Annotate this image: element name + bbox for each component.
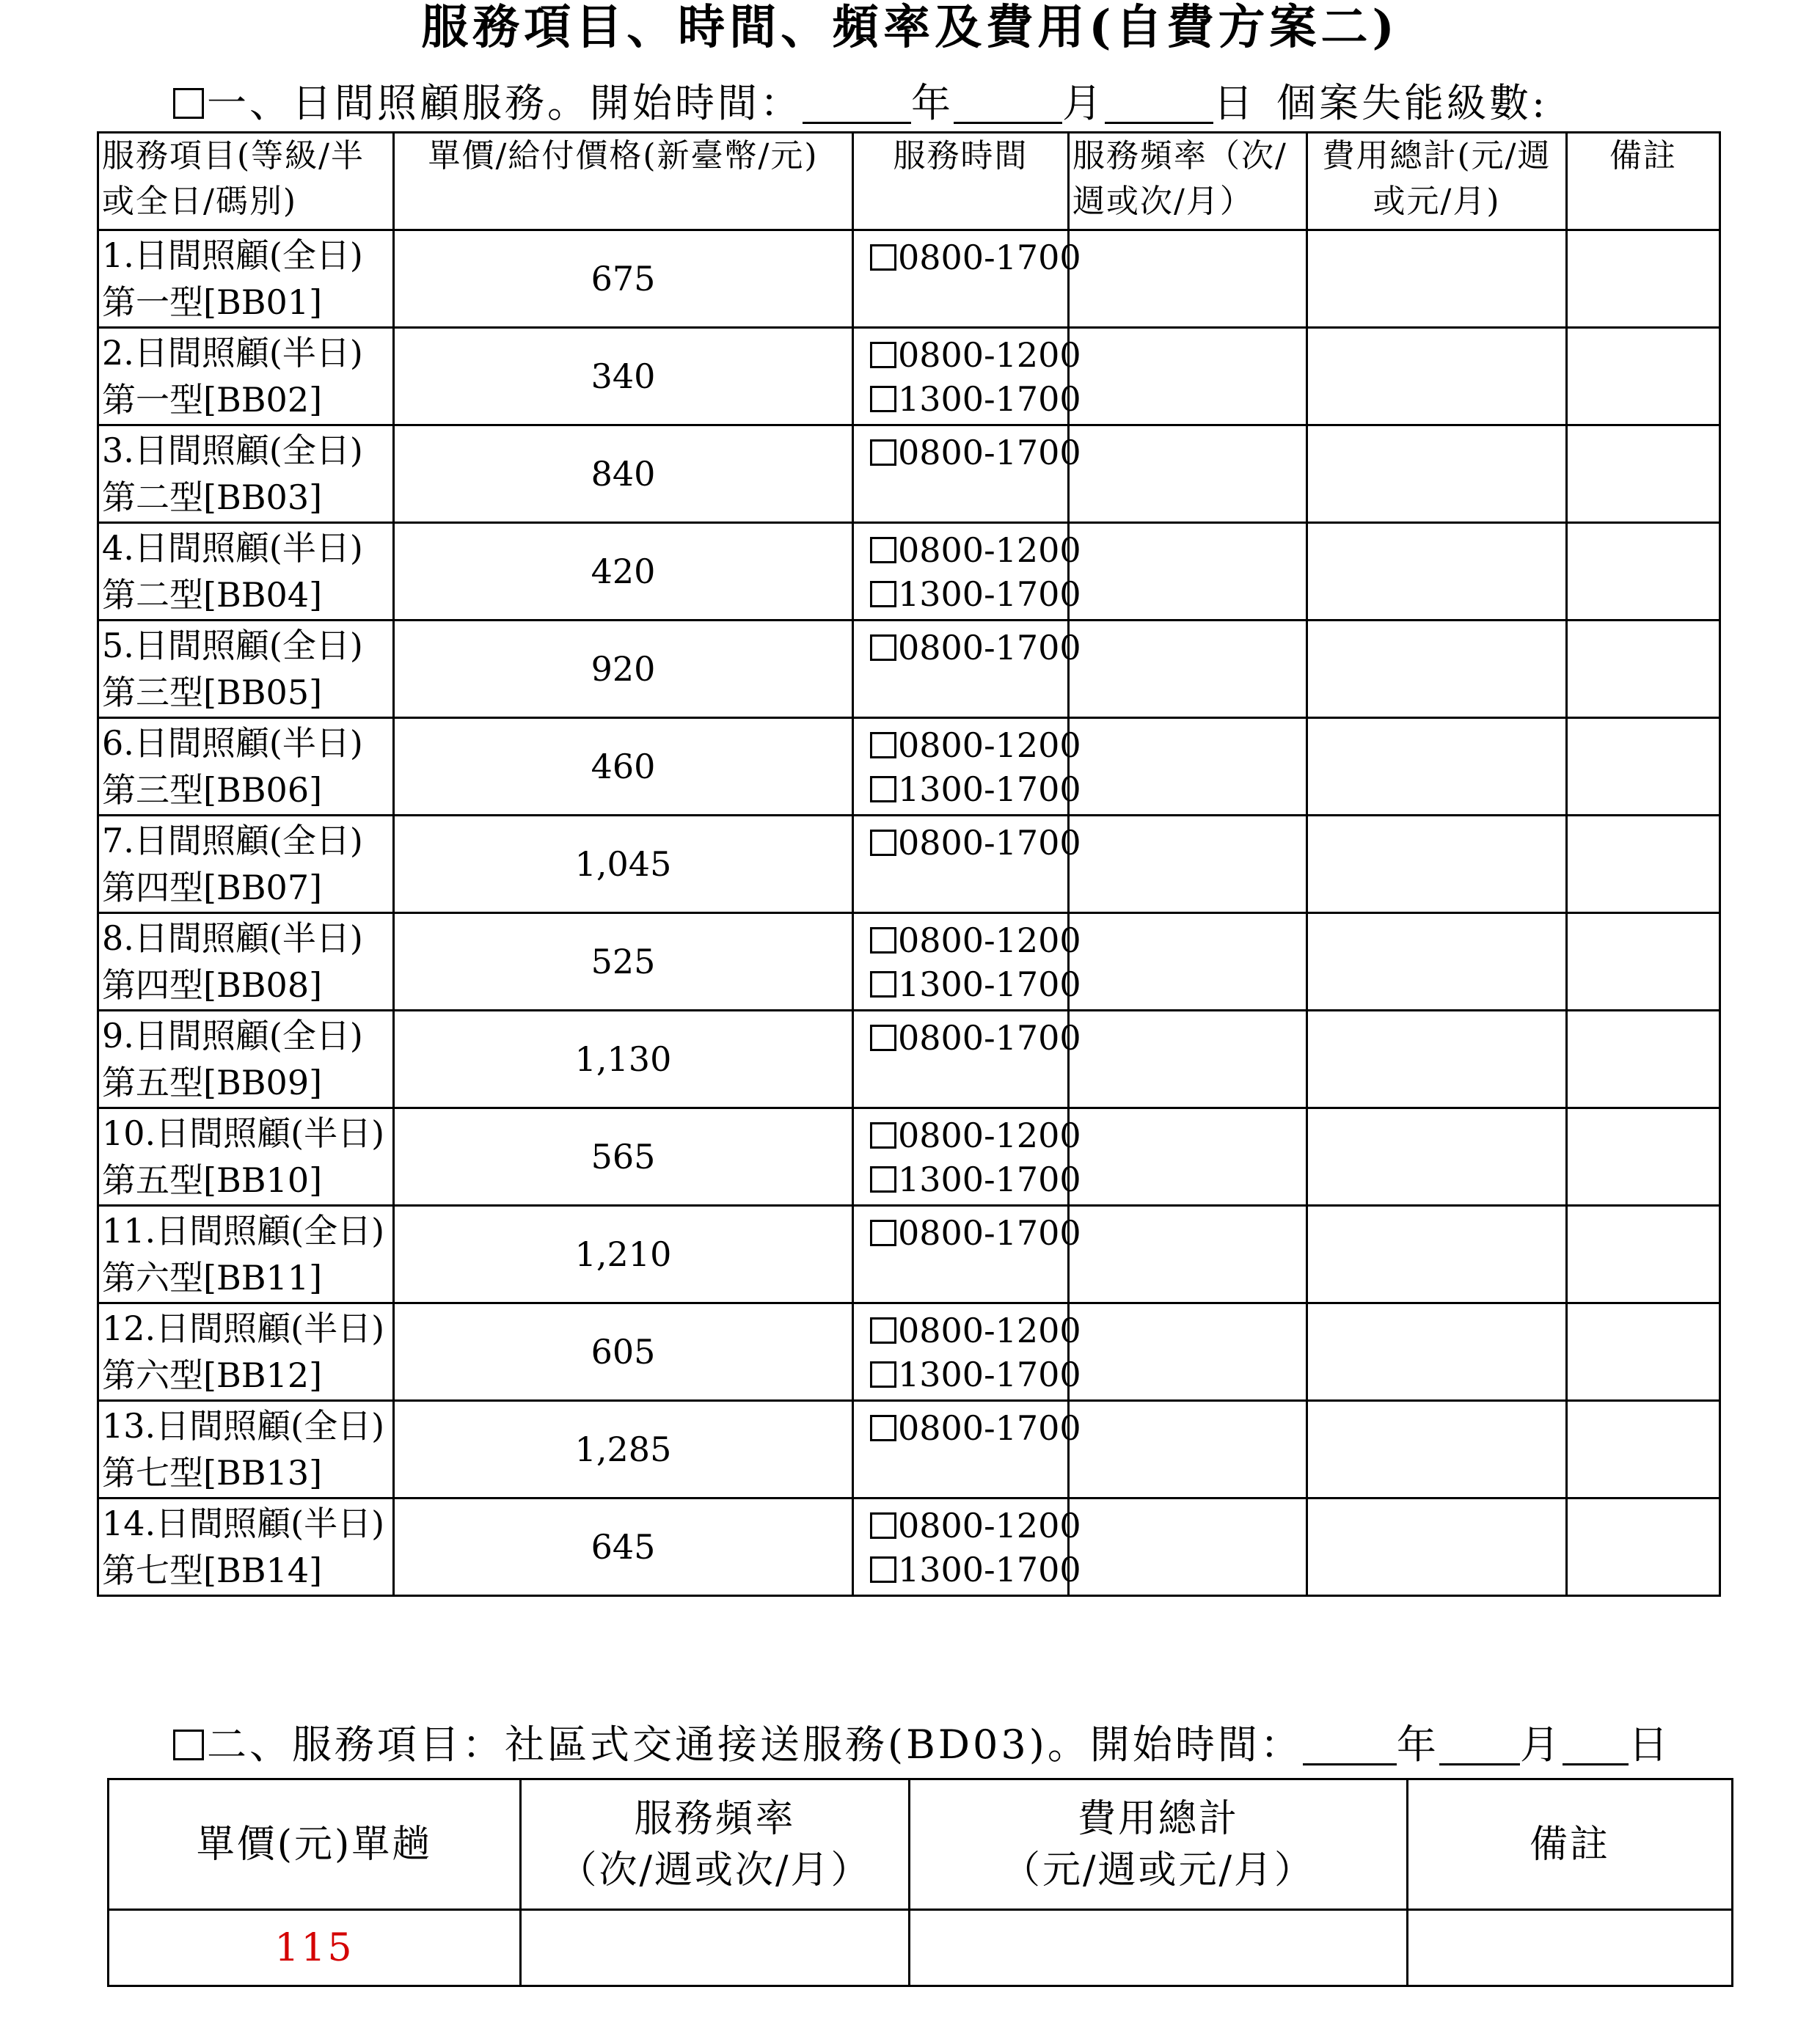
service-time-cell xyxy=(853,523,1081,621)
time-slot-label: 1300-1700 xyxy=(898,379,1081,419)
total-cell[interactable] xyxy=(1307,718,1567,816)
section2-heading-line xyxy=(173,1719,1671,1771)
transport-remarks-cell[interactable] xyxy=(1408,1910,1733,1986)
unit-price-cell: 340 xyxy=(394,328,853,425)
service-time-cell xyxy=(853,1401,1081,1498)
time-slot-option[interactable] xyxy=(870,1548,1081,1592)
time-slot-checkbox[interactable] xyxy=(870,830,896,856)
col-header-remarks: 備註 xyxy=(1567,133,1720,230)
transport-col-unit-price: 單價(元)單趟 xyxy=(109,1779,521,1910)
time-slot-checkbox[interactable] xyxy=(870,732,896,758)
unit-price-cell: 420 xyxy=(394,523,853,621)
remarks-cell[interactable] xyxy=(1567,1011,1720,1108)
time-slot-checkbox[interactable] xyxy=(870,776,896,802)
time-slot-option[interactable] xyxy=(870,1309,1081,1353)
frequency-cell[interactable] xyxy=(1069,913,1307,1011)
time-slot-option[interactable] xyxy=(870,1016,1081,1060)
day-care-table xyxy=(97,131,1721,1597)
transport-col-total-line1: 費用總計 xyxy=(1077,1796,1239,1841)
time-slot-label: 0800-1700 xyxy=(898,1408,1081,1448)
time-slot-label: 0800-1200 xyxy=(898,335,1081,375)
time-slot-option[interactable] xyxy=(870,1113,1081,1157)
time-slot-checkbox[interactable] xyxy=(870,1556,896,1583)
time-slot-checkbox[interactable] xyxy=(870,1361,896,1388)
time-slot-checkbox[interactable] xyxy=(870,927,896,954)
service-time-cell xyxy=(853,1206,1081,1303)
unit-price-cell: 605 xyxy=(394,1303,853,1401)
time-slot-label: 0800-1700 xyxy=(898,238,1081,277)
table-row xyxy=(98,523,1720,621)
col-header-time: 服務時間 xyxy=(853,133,1069,230)
time-slot-checkbox[interactable] xyxy=(870,581,896,607)
time-slot-label: 1300-1700 xyxy=(898,1550,1081,1589)
time-slot-option[interactable] xyxy=(870,767,1081,811)
remarks-cell[interactable] xyxy=(1567,1401,1720,1498)
unit-price-cell: 525 xyxy=(394,913,853,1011)
frequency-cell[interactable] xyxy=(1069,230,1307,328)
time-slot-checkbox[interactable] xyxy=(870,386,896,412)
time-slot-label: 1300-1700 xyxy=(898,769,1081,809)
total-cell[interactable] xyxy=(1307,1498,1567,1596)
table-row xyxy=(98,913,1720,1011)
transport-unit-price-value: 115 xyxy=(109,1910,521,1986)
month-label: 月 xyxy=(1062,80,1105,126)
time-slot-option[interactable] xyxy=(870,1406,1081,1450)
section1-heading: 一、日間照顧服務。開始時間： xyxy=(207,80,803,126)
service-item-cell: 7.日間照顧(全日)第四型[BB07] xyxy=(98,816,394,913)
unit-price-cell: 1,130 xyxy=(394,1011,853,1108)
time-slot-label: 1300-1700 xyxy=(898,1355,1081,1394)
total-cell[interactable] xyxy=(1307,816,1567,913)
service-time-cell xyxy=(853,816,1081,913)
total-cell[interactable] xyxy=(1307,1303,1567,1401)
section2-heading: 二、服務項目：社區式交通接送服務(BD03)。開始時間： xyxy=(207,1721,1303,1768)
service-item-cell: 6.日間照顧(半日)第三型[BB06] xyxy=(98,718,394,816)
time-slot-label: 1300-1700 xyxy=(898,574,1081,614)
service-item-cell: 12.日間照顧(半日)第六型[BB12] xyxy=(98,1303,394,1401)
service-time-cell xyxy=(853,1011,1081,1108)
frequency-cell[interactable] xyxy=(1069,1011,1307,1108)
transport-col-frequency-line2: （次/週或次/月） xyxy=(558,1848,871,1892)
table-row xyxy=(98,1498,1720,1596)
time-slot-option[interactable] xyxy=(870,918,1081,962)
total-cell[interactable] xyxy=(1307,1108,1567,1206)
remarks-cell[interactable] xyxy=(1567,328,1720,425)
transport-col-frequency-line1: 服務頻率 xyxy=(634,1796,796,1841)
year-label: 年 xyxy=(911,80,954,126)
table-row xyxy=(98,1401,1720,1498)
time-slot-label: 0800-1700 xyxy=(898,433,1081,472)
frequency-cell[interactable] xyxy=(1069,1401,1307,1498)
unit-price-cell: 675 xyxy=(394,230,853,328)
page-title: 服務項目、時間、頻率及費用(自費方案二) xyxy=(421,0,1399,55)
time-slot-option[interactable] xyxy=(870,821,1081,865)
frequency-cell[interactable] xyxy=(1069,328,1307,425)
total-cell[interactable] xyxy=(1307,523,1567,621)
col-header-total: 費用總計(元/週或元/月) xyxy=(1307,133,1567,230)
frequency-cell[interactable] xyxy=(1069,425,1307,523)
transport-col-total-line2: （元/週或元/月） xyxy=(1001,1848,1315,1892)
service-time-cell xyxy=(853,913,1081,1011)
transport-table xyxy=(107,1778,1733,1987)
unit-price-cell: 920 xyxy=(394,621,853,718)
remarks-cell[interactable] xyxy=(1567,621,1720,718)
remarks-cell[interactable] xyxy=(1567,1108,1720,1206)
frequency-cell[interactable] xyxy=(1069,1498,1307,1596)
frequency-cell[interactable] xyxy=(1069,1303,1307,1401)
time-slot-checkbox[interactable] xyxy=(870,1512,896,1539)
start-year-field[interactable] xyxy=(803,84,911,124)
section2-start-year-field[interactable] xyxy=(1303,1725,1397,1765)
table-row xyxy=(98,328,1720,425)
time-slot-checkbox[interactable] xyxy=(870,1122,896,1149)
unit-price-cell: 1,045 xyxy=(394,816,853,913)
service-item-cell: 4.日間照顧(半日)第二型[BB04] xyxy=(98,523,394,621)
remarks-cell[interactable] xyxy=(1567,1206,1720,1303)
total-cell[interactable] xyxy=(1307,425,1567,523)
service-time-cell xyxy=(853,1108,1081,1206)
frequency-cell[interactable] xyxy=(1069,621,1307,718)
service-time-cell xyxy=(853,1498,1081,1596)
transport-total-cell[interactable] xyxy=(910,1910,1408,1986)
service-time-cell xyxy=(853,621,1081,718)
unit-price-cell: 1,285 xyxy=(394,1401,853,1498)
section2-year-label: 年 xyxy=(1396,1721,1439,1768)
start-day-field[interactable] xyxy=(1105,84,1213,124)
section2-day-label: 日 xyxy=(1628,1721,1671,1768)
time-slot-label: 0800-1700 xyxy=(898,628,1081,667)
frequency-cell[interactable] xyxy=(1069,523,1307,621)
transport-col-total xyxy=(910,1779,1408,1910)
time-slot-option[interactable] xyxy=(870,431,1081,475)
section2-start-month-field[interactable] xyxy=(1439,1725,1520,1765)
transport-frequency-cell[interactable] xyxy=(521,1910,910,1986)
remarks-cell[interactable] xyxy=(1567,718,1720,816)
time-slot-label: 0800-1200 xyxy=(898,725,1081,765)
total-cell[interactable] xyxy=(1307,1206,1567,1303)
total-cell[interactable] xyxy=(1307,230,1567,328)
service-item-cell: 13.日間照顧(全日)第七型[BB13] xyxy=(98,1401,394,1498)
time-slot-label: 0800-1200 xyxy=(898,1506,1081,1545)
table-row xyxy=(98,816,1720,913)
service-time-cell xyxy=(853,718,1081,816)
service-time-cell xyxy=(853,328,1081,425)
service-item-cell: 5.日間照顧(全日)第三型[BB05] xyxy=(98,621,394,718)
transport-col-remarks: 備註 xyxy=(1408,1779,1733,1910)
service-time-cell xyxy=(853,425,1081,523)
time-slot-option[interactable] xyxy=(870,528,1081,572)
remarks-cell[interactable] xyxy=(1567,523,1720,621)
time-slot-label: 0800-1700 xyxy=(898,1213,1081,1253)
time-slot-checkbox[interactable] xyxy=(870,1166,896,1193)
total-cell[interactable] xyxy=(1307,1401,1567,1498)
section1-checkbox[interactable] xyxy=(173,88,204,119)
service-item-cell: 8.日間照顧(半日)第四型[BB08] xyxy=(98,913,394,1011)
total-cell[interactable] xyxy=(1307,1011,1567,1108)
frequency-cell[interactable] xyxy=(1069,1206,1307,1303)
section1-heading-line xyxy=(173,78,1548,129)
table-row xyxy=(98,1206,1720,1303)
table-row xyxy=(98,1303,1720,1401)
start-month-field[interactable] xyxy=(954,84,1062,124)
service-time-cell xyxy=(853,230,1081,328)
section2-checkbox[interactable] xyxy=(173,1730,204,1760)
frequency-cell[interactable] xyxy=(1069,1108,1307,1206)
time-slot-checkbox[interactable] xyxy=(870,1415,896,1441)
service-item-cell: 2.日間照顧(半日)第一型[BB02] xyxy=(98,328,394,425)
service-item-cell: 3.日間照顧(全日)第二型[BB03] xyxy=(98,425,394,523)
unit-price-cell: 565 xyxy=(394,1108,853,1206)
col-header-item: 服務項目(等級/半或全日/碼別) xyxy=(98,133,394,230)
total-cell[interactable] xyxy=(1307,621,1567,718)
transport-col-frequency xyxy=(521,1779,910,1910)
unit-price-cell: 460 xyxy=(394,718,853,816)
time-slot-checkbox[interactable] xyxy=(870,1025,896,1051)
frequency-cell[interactable] xyxy=(1069,816,1307,913)
day-label: 日 xyxy=(1213,80,1256,126)
total-cell[interactable] xyxy=(1307,328,1567,425)
time-slot-label: 0800-1200 xyxy=(898,530,1081,570)
time-slot-option[interactable] xyxy=(870,1504,1081,1548)
time-slot-option[interactable] xyxy=(870,235,1081,279)
time-slot-checkbox[interactable] xyxy=(870,634,896,661)
col-header-frequency: 服務頻率（次/週或次/月） xyxy=(1069,133,1307,230)
time-slot-label: 1300-1700 xyxy=(898,1160,1081,1199)
table-row xyxy=(98,718,1720,816)
time-slot-label: 0800-1200 xyxy=(898,1116,1081,1155)
service-item-cell: 9.日間照顧(全日)第五型[BB09] xyxy=(98,1011,394,1108)
time-slot-option[interactable] xyxy=(870,333,1081,377)
time-slot-option[interactable] xyxy=(870,1211,1081,1255)
service-item-cell: 10.日間照顧(半日)第五型[BB10] xyxy=(98,1108,394,1206)
time-slot-label: 0800-1700 xyxy=(898,1018,1081,1058)
time-slot-checkbox[interactable] xyxy=(870,537,896,563)
time-slot-checkbox[interactable] xyxy=(870,244,896,271)
time-slot-option[interactable] xyxy=(870,572,1081,616)
remarks-cell[interactable] xyxy=(1567,230,1720,328)
remarks-cell[interactable] xyxy=(1567,425,1720,523)
disability-level-label: 個案失能級數: xyxy=(1276,80,1549,126)
table-row xyxy=(98,425,1720,523)
remarks-cell[interactable] xyxy=(1567,816,1720,913)
time-slot-checkbox[interactable] xyxy=(870,1317,896,1344)
table-row xyxy=(98,621,1720,718)
service-item-cell: 1.日間照顧(全日)第一型[BB01] xyxy=(98,230,394,328)
time-slot-option[interactable] xyxy=(870,962,1081,1006)
col-header-price: 單價/給付價格(新臺幣/元) xyxy=(394,133,853,230)
frequency-cell[interactable] xyxy=(1069,718,1307,816)
time-slot-checkbox[interactable] xyxy=(870,971,896,998)
unit-price-cell: 1,210 xyxy=(394,1206,853,1303)
section2-start-day-field[interactable] xyxy=(1563,1725,1629,1765)
remarks-cell[interactable] xyxy=(1567,1498,1720,1596)
time-slot-label: 0800-1200 xyxy=(898,921,1081,960)
time-slot-option[interactable] xyxy=(870,723,1081,767)
time-slot-label: 1300-1700 xyxy=(898,965,1081,1004)
time-slot-checkbox[interactable] xyxy=(870,439,896,466)
time-slot-checkbox[interactable] xyxy=(870,342,896,368)
time-slot-label: 0800-1700 xyxy=(898,823,1081,863)
service-item-cell: 11.日間照顧(全日)第六型[BB11] xyxy=(98,1206,394,1303)
time-slot-option[interactable] xyxy=(870,1157,1081,1201)
remarks-cell[interactable] xyxy=(1567,1303,1720,1401)
table-row xyxy=(98,230,1720,328)
service-item-cell: 14.日間照顧(半日)第七型[BB14] xyxy=(98,1498,394,1596)
time-slot-option[interactable] xyxy=(870,1353,1081,1397)
unit-price-cell: 840 xyxy=(394,425,853,523)
remarks-cell[interactable] xyxy=(1567,913,1720,1011)
time-slot-label: 0800-1200 xyxy=(898,1311,1081,1350)
service-time-cell xyxy=(853,1303,1081,1401)
table-row xyxy=(98,1108,1720,1206)
unit-price-cell: 645 xyxy=(394,1498,853,1596)
table-row xyxy=(98,1011,1720,1108)
section2-month-label: 月 xyxy=(1519,1721,1563,1768)
time-slot-option[interactable] xyxy=(870,377,1081,421)
time-slot-option[interactable] xyxy=(870,626,1081,670)
total-cell[interactable] xyxy=(1307,913,1567,1011)
time-slot-checkbox[interactable] xyxy=(870,1220,896,1246)
